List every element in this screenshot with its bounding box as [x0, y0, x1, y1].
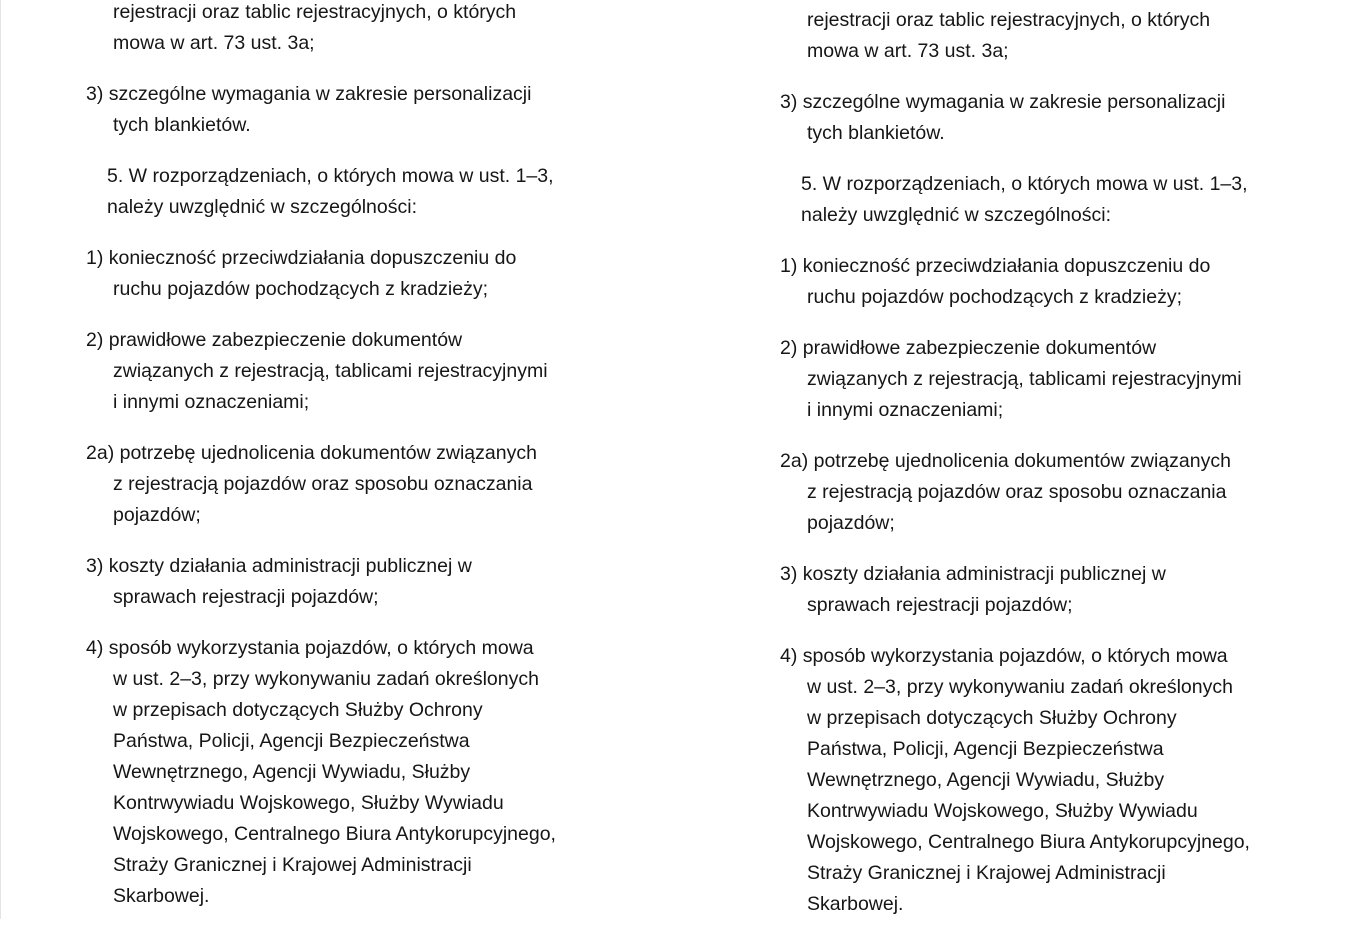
paragraph-continuation: rejestracji oraz tablic rejestracyjnych, o których mowa w art. 73 ust. 3a;	[807, 9, 1211, 62]
paragraph-continuation: rejestracji oraz tablic rejestracyjnych, o których mowa w art. 73 ust. 3a;	[113, 1, 517, 54]
list-item-4-vehicle-usage: 4) sposób wykorzystania pojazdów, o których mowa w ust. 2–3, przy wykonywaniu zadań określonych w przepisach dotyczących Służby Ochrony Państwa, Policji, Agencji Bezpieczeństwa Wewnętrznego, Agencji Wywiadu, Służby Kontrwywiadu Wojskowego, Służby Wywiadu Wojskowego, Centralnego Biura Antykorupcyjnego, Straży Granicznej i Krajowej Administracji Skarbowej.	[86, 637, 556, 907]
page-edge-line	[0, 0, 1, 919]
document-column-left	[86, 0, 606, 932]
document-column-right	[780, 5, 1300, 940]
list-item-2a-unification: 2a) potrzebę ujednolicenia dokumentów związanych z rejestracją pojazdów oraz sposobu oznaczania pojazdów;	[780, 450, 1231, 534]
list-item-2a-unification: 2a) potrzebę ujednolicenia dokumentów związanych z rejestracją pojazdów oraz sposobu oznaczania pojazdów;	[86, 442, 537, 526]
paragraph-section-5: 5. W rozporządzeniach, o których mowa w ust. 1–3, należy uwzględnić w szczególności:	[107, 165, 554, 218]
list-item-3-admin-costs: 3) koszty działania administracji publicznej w sprawach rejestracji pojazdów;	[86, 555, 472, 608]
list-item-4-vehicle-usage: 4) sposób wykorzystania pojazdów, o których mowa w ust. 2–3, przy wykonywaniu zadań określonych w przepisach dotyczących Służby Ochrony Państwa, Policji, Agencji Bezpieczeństwa Wewnętrznego, Agencji Wywiadu, Służby Kontrwywiadu Wojskowego, Służby Wywiadu Wojskowego, Centralnego Biura Antykorupcyjnego, Straży Granicznej i Krajowej Administracji Skarbowej.	[780, 645, 1250, 915]
list-item-3-personalization: 3) szczególne wymagania w zakresie personalizacji tych blankietów.	[86, 83, 532, 136]
list-item-1-theft-prevention: 1) konieczność przeciwdziałania dopuszczeniu do ruchu pojazdów pochodzących z kradzieży;	[780, 255, 1211, 308]
paragraph-section-5: 5. W rozporządzeniach, o których mowa w ust. 1–3, należy uwzględnić w szczególności:	[801, 173, 1248, 226]
list-item-3-personalization: 3) szczególne wymagania w zakresie personalizacji tych blankietów.	[780, 91, 1226, 144]
list-item-1-theft-prevention: 1) konieczność przeciwdziałania dopuszczeniu do ruchu pojazdów pochodzących z kradzieży;	[86, 247, 517, 300]
list-item-2-document-security: 2) prawidłowe zabezpieczenie dokumentów związanych z rejestracją, tablicami rejestracyjnymi i innymi oznaczeniami;	[780, 337, 1242, 421]
list-item-3-admin-costs: 3) koszty działania administracji publicznej w sprawach rejestracji pojazdów;	[780, 563, 1166, 616]
list-item-2-document-security: 2) prawidłowe zabezpieczenie dokumentów związanych z rejestracją, tablicami rejestracyjnymi i innymi oznaczeniami;	[86, 329, 548, 413]
